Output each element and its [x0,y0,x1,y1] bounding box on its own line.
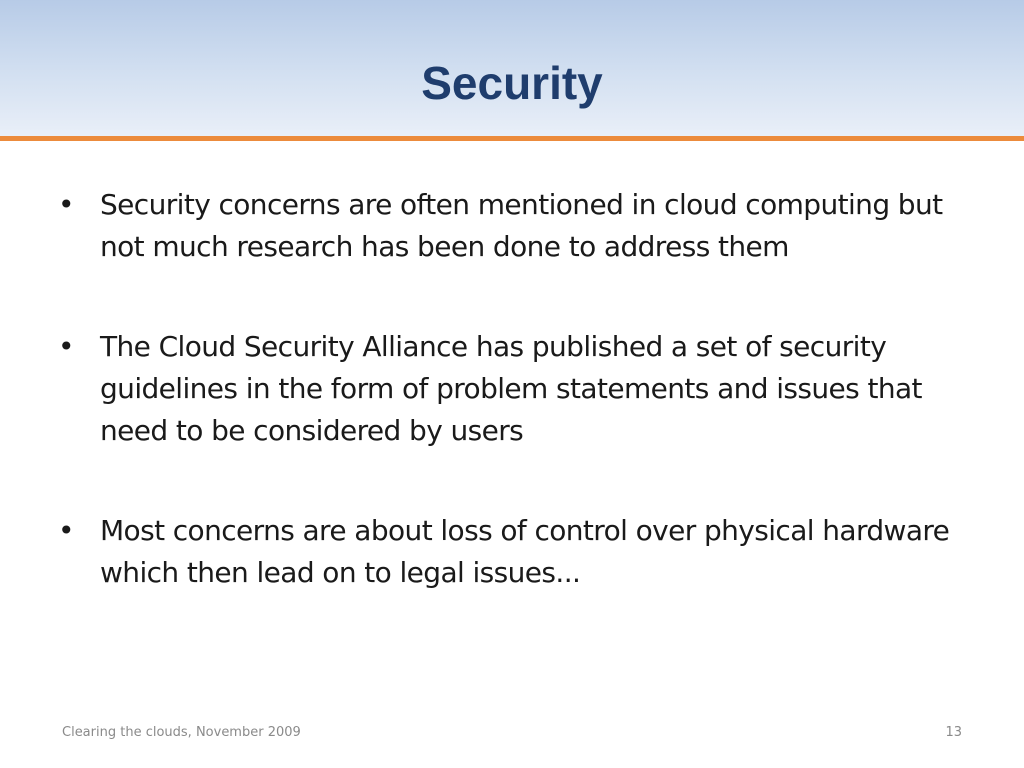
bullet-text: Security concerns are often mentioned in cloud computing but not much research has been done to address them [100,188,943,263]
page-number: 13 [945,725,962,740]
bullet-text: Most concerns are about loss of control over physical hardware which then lead on to legal issues... [100,514,950,589]
bullet-marker: • [58,188,74,221]
header-accent-rule [0,136,1024,141]
bullet-item [58,184,958,268]
bullet-list [58,184,958,594]
bullet-marker: • [58,514,74,547]
footer-caption: Clearing the clouds, November 2009 [62,725,301,740]
bullet-text: The Cloud Security Alliance has published a set of security guidelines in the form of problem statements and issues that need to be considered by users [100,330,922,447]
bullet-marker: • [58,330,74,363]
bullet-item [58,326,958,452]
bullet-item [58,510,958,594]
slide-title: Security [421,57,603,109]
